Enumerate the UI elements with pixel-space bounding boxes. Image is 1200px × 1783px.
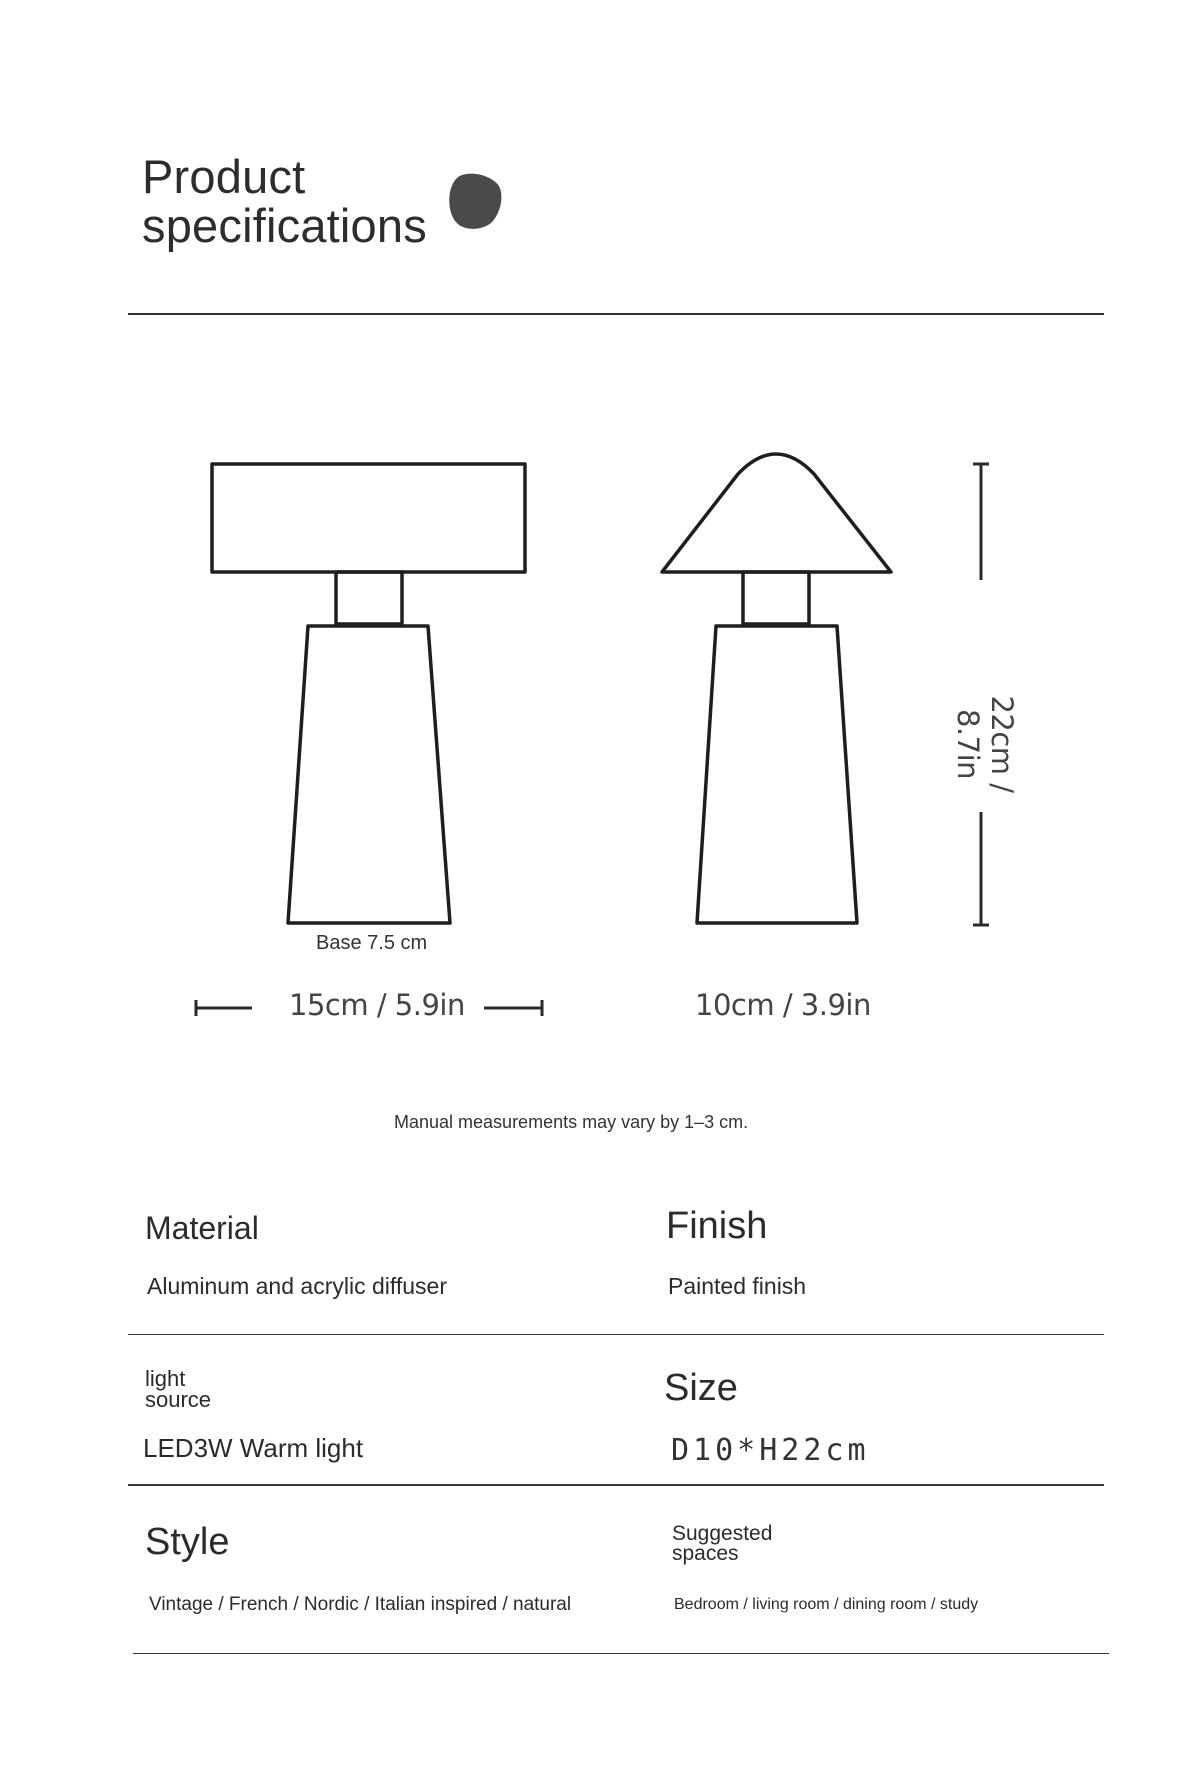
base-size-label: Base 7.5 cm: [316, 932, 428, 954]
material-label: Material: [145, 1210, 259, 1246]
side-shade: [662, 454, 891, 572]
stone-blob-icon: [448, 172, 504, 232]
light-source-label-line-1: light: [145, 1366, 186, 1391]
spec-divider-1: [128, 1334, 1104, 1335]
finish-label: Finish: [666, 1205, 768, 1247]
material-value: Aluminum and acrylic diffuser: [147, 1273, 447, 1299]
side-neck: [743, 572, 809, 624]
front-neck: [336, 572, 402, 624]
size-value: D10*H22cm: [671, 1433, 870, 1468]
height-label: 22cm / 8.7in: [951, 695, 1019, 793]
page-title-line-1: Product: [142, 150, 306, 203]
page-title-line-2: specifications: [142, 199, 427, 252]
spec-divider-3: [133, 1653, 1109, 1654]
size-label: Size: [664, 1367, 738, 1409]
spec-divider-2: [128, 1484, 1104, 1486]
style-label: Style: [145, 1521, 230, 1563]
front-body: [288, 626, 450, 923]
lamp-technical-drawing: [0, 440, 1200, 960]
front-shade: [212, 464, 525, 572]
suggested-spaces-value: Bedroom / living room / dining room / study: [674, 1596, 979, 1613]
light-source-label-line-2: source: [145, 1387, 212, 1412]
side-width-label: 10cm / 3.9in: [695, 988, 871, 1022]
front-width-label: 15cm / 5.9in: [289, 988, 465, 1022]
light-source-value: LED3W Warm light: [143, 1433, 364, 1463]
suggested-spaces-label-line-1: Suggested: [672, 1522, 773, 1545]
suggested-spaces-label-line-2: spaces: [672, 1542, 739, 1565]
header-divider: [128, 313, 1104, 315]
measurement-note: Manual measurements may vary by 1–3 cm.: [394, 1112, 749, 1132]
side-body: [697, 626, 857, 923]
style-value: Vintage / French / Nordic / Italian inspired / natural: [149, 1594, 572, 1615]
finish-value: Painted finish: [668, 1273, 807, 1299]
